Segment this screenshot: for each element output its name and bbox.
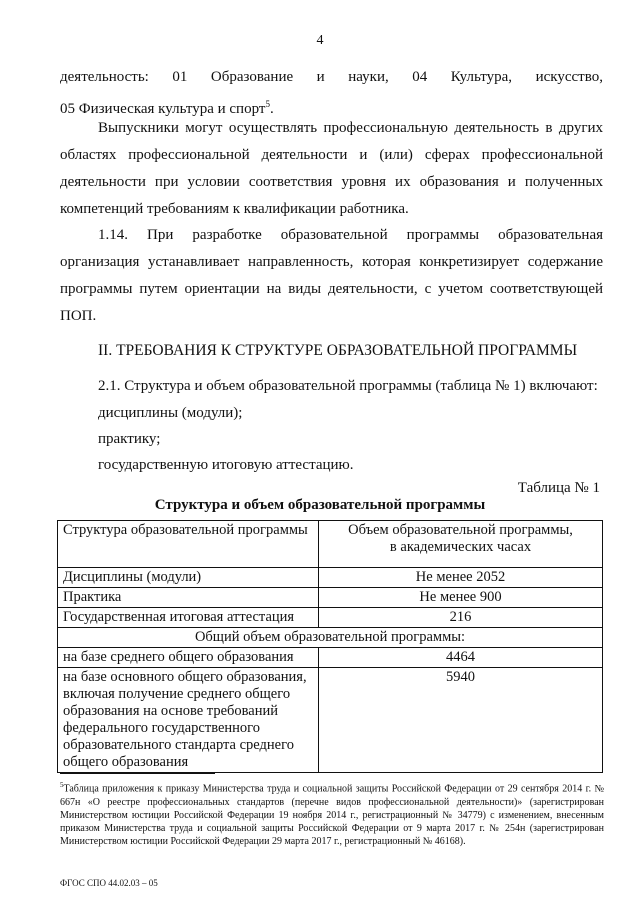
table-number: Таблица № 1 [517, 480, 600, 496]
word: 01 [172, 69, 188, 85]
table-row [58, 668, 603, 773]
footnote [60, 779, 604, 848]
table-header-row [58, 521, 603, 568]
structure-table [57, 520, 603, 773]
word: искусство, [535, 69, 603, 85]
total-label: Общий объем образовательной программы: [58, 628, 603, 648]
text: 05 Физическая культура и спорт [60, 101, 266, 117]
footnote-divider [60, 773, 215, 774]
row-value: 5940 [319, 668, 603, 773]
header-cell [58, 521, 319, 568]
row-value: Не менее 900 [319, 588, 603, 608]
list-item: государственную итоговую аттестацию. [98, 457, 354, 473]
table-row [58, 648, 603, 668]
item-2-1: 2.1. Структура и объем образовательной программы (таблица № 1) включают: [98, 378, 598, 394]
table-row [58, 588, 603, 608]
row-value: 4464 [319, 648, 603, 668]
row-value: 216 [319, 608, 603, 628]
header-col1: Структура образовательной программы [63, 522, 308, 538]
page-number: 4 [316, 33, 324, 48]
list-item: практику; [98, 431, 161, 447]
header-cell [319, 521, 603, 568]
table-title: Структура и объем образовательной программы [154, 497, 486, 513]
footnote-ref: 5 [265, 99, 270, 109]
footnote-text: Таблица приложения к приказу Министерства труда и социальной защиты Российской Федерации от 29 сентября 2014 г. № 667н «О реестре профессиональных стандартов (перечне видов профессиональной деятельности)» (зарегистрирован Министерством юстиции Российской Федерации 19 ноября 2014 г., регистрационный № 34779) с изменением, внесенным приказом Министерства труда и социальной защиты Российской Федерации от 9 марта 2017 г. № 254н (зарегистрирован Министерством юстиции Российской Федерации 29 марта 2017 г., регистрационный № 46168). [60, 783, 604, 848]
footnote-mark: 5 [60, 781, 64, 789]
document-footer: ФГОС СПО 44.02.03 – 05 [60, 878, 158, 888]
list-item: дисциплины (модули); [98, 405, 243, 421]
text: . [269, 101, 274, 117]
word: деятельность: [60, 69, 149, 85]
header-col2-line2: в академических часах [389, 539, 532, 555]
paragraph-2: Выпускники могут осуществлять профессиональную деятельность в других областях профессиональной деятельности и (или) сферах профессиональной деятельности при условии соответствия уровня их образования и полученных компетенций требованиям к квалификации работника. [60, 120, 603, 217]
word: Образование [210, 69, 294, 85]
word: Культура, [450, 69, 513, 85]
table-row [58, 608, 603, 628]
row-label: на базе основного общего образования, включая получение среднего общего образования на основе требований федерального государственного образовательного стандарта среднего общего образования [58, 668, 319, 773]
section-heading: II. ТРЕБОВАНИЯ К СТРУКТУРЕ ОБРАЗОВАТЕЛЬНОЙ ПРОГРАММЫ [98, 342, 578, 359]
row-value: Не менее 2052 [319, 568, 603, 588]
header-col2-line1: Объем образовательной программы, [348, 522, 573, 538]
table-row [58, 568, 603, 588]
row-label: Государственная итоговая аттестация [58, 608, 319, 628]
row-label: на базе среднего общего образования [58, 648, 319, 668]
word: науки, [348, 69, 389, 85]
table-row [58, 628, 603, 648]
row-label: Практика [58, 588, 319, 608]
paragraph-1-line-1 [60, 67, 603, 87]
word: и [316, 69, 325, 85]
row-label: Дисциплины (модули) [58, 568, 319, 588]
paragraph-1-14: 1.14. При разработке образовательной программы образовательная организация устанавливает направленность, которая конкретизирует содержание программы путем ориентации на виды деятельности, с учетом соответствующей ПОП. [60, 227, 603, 324]
word: 04 [412, 69, 428, 85]
